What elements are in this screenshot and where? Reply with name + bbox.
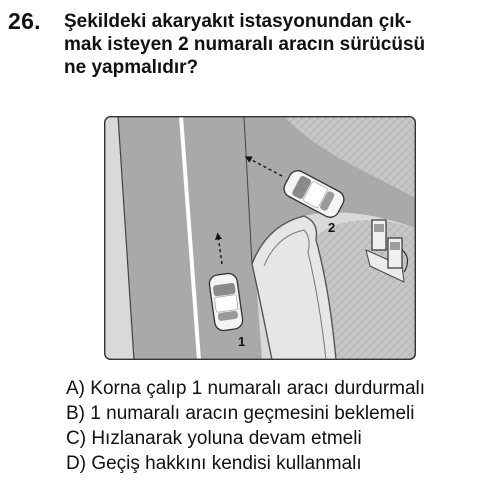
car-1-label: 1 <box>238 334 246 349</box>
question-text <box>64 10 484 79</box>
traffic-illustration <box>104 116 416 360</box>
question-line-2: mak isteyen 2 numaralı aracın sürücüsü <box>64 34 426 55</box>
option-c[interactable]: C) Hızlanarak yoluna devam etmeli <box>66 428 362 449</box>
question-line-1: Şekildeki akaryakıt istasyonundan çık- <box>64 11 412 32</box>
car-2-label: 2 <box>328 220 336 235</box>
question-number: 26. <box>8 8 41 34</box>
option-a[interactable]: A) Korna çalıp 1 numaralı aracı durdurmalı <box>66 378 426 399</box>
question-line-3: ne yapmalıdır? <box>64 57 199 78</box>
option-d[interactable]: D) Geçiş hakkını kendisi kullanmalı <box>66 453 362 474</box>
answer-options <box>66 376 425 476</box>
option-b[interactable]: B) 1 numaralı aracın geçmesini beklemeli <box>66 403 415 424</box>
